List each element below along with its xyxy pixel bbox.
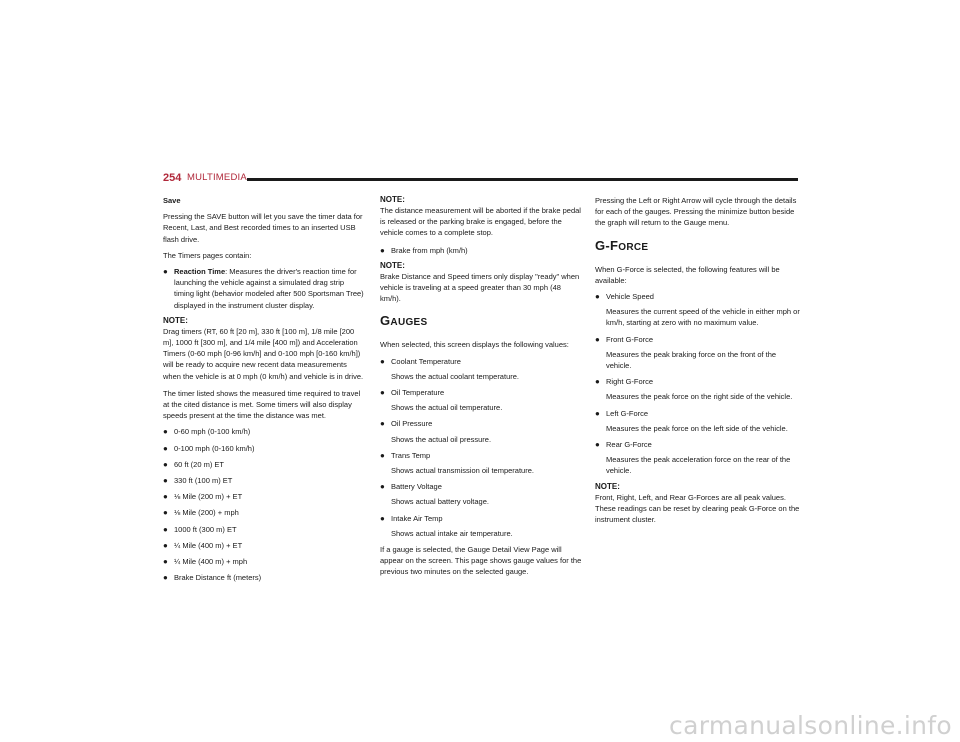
bullet-icon: ● (380, 245, 385, 255)
list-item (163, 459, 365, 470)
list-item (380, 481, 582, 507)
list-item (163, 491, 365, 502)
column-1 (163, 195, 365, 588)
list-item-label: 60 ft (20 m) ET (174, 459, 225, 469)
list-item (163, 507, 365, 518)
feature-name: Rear G-Force (606, 440, 652, 450)
gauges-intro: When selected, this screen displays the following values: (380, 340, 569, 350)
feature-desc: Measures the peak acceleration force on the rear of the vehicle. (606, 455, 791, 476)
list-item-label: ¼ Mile (400 m) + mph (174, 557, 248, 567)
column-2 (380, 195, 582, 583)
list-item (595, 334, 800, 372)
list-item (595, 291, 800, 329)
bullet-icon: ● (163, 443, 168, 453)
bullet-icon: ● (595, 408, 600, 418)
bullet-icon: ● (380, 450, 385, 460)
list-item (380, 513, 582, 539)
list-item (163, 266, 365, 311)
gauge-name: Trans Temp (391, 450, 431, 460)
gauge-desc: Shows actual battery voltage. (391, 497, 489, 507)
list-item (380, 245, 582, 256)
list-item (595, 408, 800, 434)
bullet-icon: ● (595, 292, 600, 302)
list-item (595, 439, 800, 477)
feature-name: Vehicle Speed (606, 292, 654, 302)
list-item-label: ⅛ Mile (200) + mph (174, 508, 239, 518)
gauge-detail-paragraph: If a gauge is selected, the Gauge Detail View Page will appear on the screen. This page shows gauge values for the previous two minutes on the selected gauge. (380, 545, 582, 577)
list-item-label: 0-100 mph (0-160 km/h) (174, 443, 255, 453)
gauge-desc: Shows the actual coolant temperature. (391, 371, 519, 381)
list-item (595, 376, 800, 402)
feature-desc: Measures the current speed of the vehicle in either mph or km/h, starting at zero with no maximum value. (606, 307, 800, 328)
note-text: Drag timers (RT, 60 ft [20 m], 330 ft [100 m], 1/8 mile [200 m], 1000 ft [300 m], and 1/4 mile [400 m]) and Acceleration Timers (0-60 mph [0-96 km/h] and 0-100 mph [0-160 km/h]) will be ready to acquire new recent data measurements when the vehicle is at 0 mph (0 km/h) and vehicle is in drive. (163, 326, 364, 381)
bullet-icon: ● (380, 356, 385, 366)
gauge-desc: Shows actual transmission oil temperature. (391, 466, 534, 476)
list-item (163, 426, 365, 437)
brake-list (380, 245, 582, 256)
heading-initial: G (380, 313, 391, 329)
list-item (163, 443, 365, 454)
reaction-text: : Measures the driver's reaction time for launching the vehicle against a simulated drag strip timing light (behavior modeled after 500 Sportsman Tree) displayed in the instrument cluster display. (174, 267, 364, 310)
reaction-label: Reaction Time (174, 267, 226, 277)
page-number: 254 (163, 172, 182, 184)
gforce-intro: When G-Force is selected, the following features will be available: (595, 264, 780, 285)
bullet-icon: ● (163, 492, 168, 502)
bullet-icon: ● (380, 482, 385, 492)
list-item-label: 1000 ft (300 m) ET (174, 524, 237, 534)
list-item (380, 387, 582, 413)
reaction-list (163, 266, 365, 311)
page-header (163, 172, 798, 188)
bullet-icon: ● (163, 476, 168, 486)
bullet-icon: ● (163, 524, 168, 534)
timer-paragraph: The timer listed shows the measured time required to travel at the cited distance is met. Some timers will also display speeds present at the time the distance was met. (163, 388, 361, 421)
bullet-icon: ● (163, 540, 168, 550)
list-item (380, 450, 582, 476)
gauge-name: Battery Voltage (391, 482, 442, 492)
heading-rest: AUGES (390, 317, 428, 329)
list-item (163, 475, 365, 486)
arrow-paragraph: Pressing the Left or Right Arrow will cycle through the details for each of the gauges. Pressing the minimize button beside the graph will return to the Gauge menu. (595, 196, 797, 228)
note-text: Front, Right, Left, and Rear G-Forces are all peak values. These readings can be reset by clearing peak G-Force on the instrument cluster. (595, 492, 800, 525)
heading-initial: G-F (595, 237, 619, 253)
section-title: MULTIMEDIA (187, 172, 247, 183)
list-item-label: ¼ Mile (400 m) + ET (174, 540, 243, 550)
heading-rest: ORCE (618, 241, 649, 253)
bullet-icon: ● (163, 557, 168, 567)
list-item-label: Brake Distance ft (meters) (174, 573, 262, 583)
list-item (163, 540, 365, 551)
gauge-desc: Shows actual intake air temperature. (391, 528, 513, 538)
bullet-icon: ● (380, 388, 385, 398)
bullet-icon: ● (163, 267, 168, 277)
bullet-icon: ● (163, 459, 168, 469)
feature-name: Front G-Force (606, 334, 654, 344)
list-item-label: Brake from mph (km/h) (391, 245, 468, 255)
timers-intro: The Timers pages contain: (163, 250, 252, 260)
note-label: NOTE: (380, 195, 405, 204)
bullet-icon: ● (163, 427, 168, 437)
list-item-label: 330 ft (100 m) ET (174, 476, 233, 486)
column-3 (595, 195, 800, 531)
timer-list (163, 426, 365, 583)
list-item (163, 572, 365, 583)
gauge-desc: Shows the actual oil temperature. (391, 403, 503, 413)
feature-desc: Measures the peak force on the right side of the vehicle. (606, 392, 793, 402)
feature-name: Right G-Force (606, 377, 654, 387)
save-heading: Save (163, 196, 181, 205)
list-item-label: 0-60 mph (0-100 km/h) (174, 427, 251, 437)
bullet-icon: ● (380, 513, 385, 523)
gauge-name: Oil Pressure (391, 419, 433, 429)
list-item-label: ⅛ Mile (200 m) + ET (174, 492, 243, 502)
gauge-name: Coolant Temperature (391, 356, 461, 366)
gauge-name: Intake Air Temp (391, 513, 443, 523)
gauge-name: Oil Temperature (391, 388, 445, 398)
bullet-icon: ● (595, 377, 600, 387)
header-rule (247, 178, 798, 181)
feature-desc: Measures the peak braking force on the front of the vehicle. (606, 349, 777, 371)
watermark: carmanualsonline.info (669, 711, 952, 740)
gauges-heading (380, 314, 582, 330)
bullet-icon: ● (163, 508, 168, 518)
note-text: The distance measurement will be aborted if the brake pedal is released or the parking brake is engaged, before the vehicle comes to a complete stop. (380, 206, 581, 238)
list-item (380, 418, 582, 444)
bullet-icon: ● (163, 573, 168, 583)
save-paragraph: Pressing the SAVE button will let you save the timer data for Recent, Last, and Best recorded times to an inserted USB flash drive. (163, 212, 363, 244)
list-item (163, 524, 365, 535)
note-label: NOTE: (595, 481, 620, 491)
note-text: Brake Distance and Speed timers only display "ready" when vehicle is traveling at a speed greater than 30 mph (48 km/h). (380, 271, 580, 304)
bullet-icon: ● (595, 440, 600, 450)
list-item (380, 356, 582, 382)
note-label: NOTE: (380, 260, 405, 270)
gforce-heading (595, 239, 800, 255)
feature-desc: Measures the peak force on the left side of the vehicle. (606, 423, 788, 433)
gauges-list (380, 356, 582, 539)
gauge-desc: Shows the actual oil pressure. (391, 434, 492, 444)
gforce-list (595, 291, 800, 477)
list-item (163, 556, 365, 567)
feature-name: Left G-Force (606, 408, 649, 418)
bullet-icon: ● (595, 334, 600, 344)
bullet-icon: ● (380, 419, 385, 429)
note-label: NOTE: (163, 315, 188, 325)
